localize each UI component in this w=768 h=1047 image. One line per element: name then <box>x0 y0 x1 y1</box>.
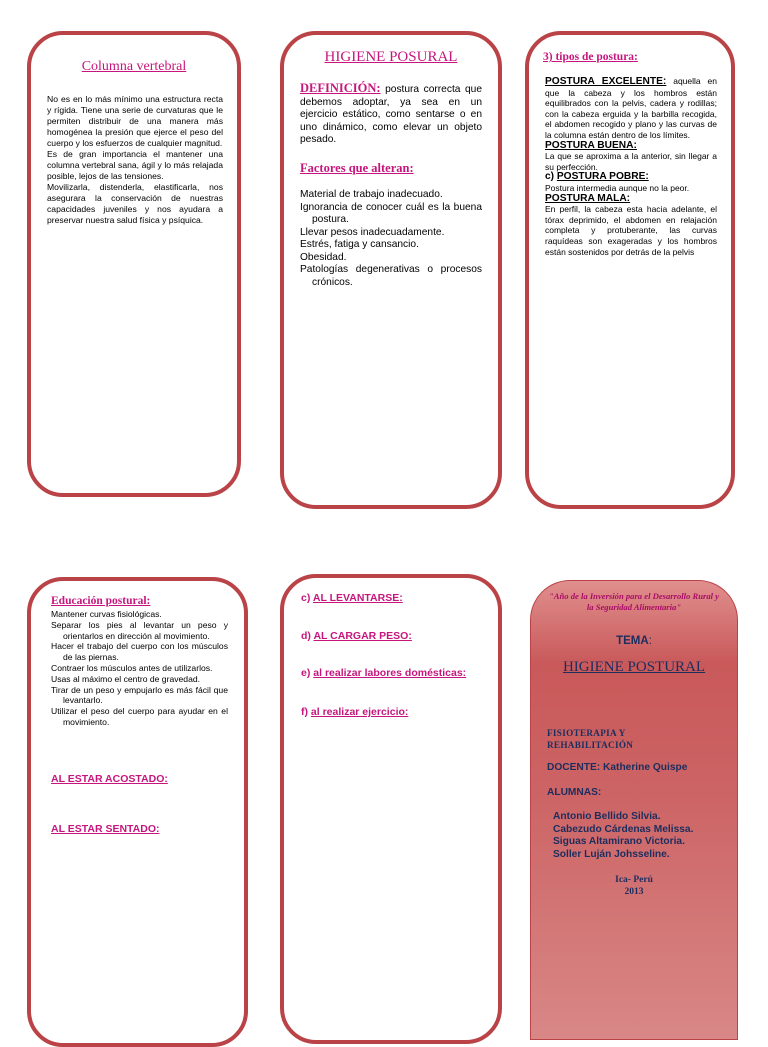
student-name: Soller Luján Johsseline. <box>553 848 670 860</box>
cover-city: Ica- Perú <box>615 875 653 885</box>
student-name: Cabezudo Cárdenas Melissa. <box>553 823 694 835</box>
heading-label: AL LEVANTARSE: <box>312 592 403 604</box>
panel-actividades <box>280 574 502 1044</box>
panel-columna-vertebral <box>27 31 241 497</box>
heading-prefix: c) <box>301 592 313 604</box>
list-item: Patologías degenerativas o procesos crónicos. <box>300 264 482 288</box>
list-item: Usas al máximo el centro de gravedad. <box>51 673 201 684</box>
posture-label: POSTURA EXCELENTE: <box>545 76 667 87</box>
heading-ejercicio <box>301 706 408 718</box>
list-item: Mantener curvas fisiológicas. <box>51 609 162 619</box>
cover-title: HIGIENE POSTURAL <box>562 659 706 675</box>
panel-title: Educación postural: <box>51 595 151 607</box>
tema-label: TEMA <box>616 635 649 647</box>
education-list <box>51 609 228 728</box>
cover-students <box>553 811 693 861</box>
heading-sentado: AL ESTAR SENTADO: <box>51 823 160 835</box>
panel-cover <box>530 580 738 1040</box>
posture-label: POSTURA POBRE: <box>556 171 649 183</box>
cover-location <box>531 875 737 898</box>
heading-label: al realizar ejercicio: <box>310 706 409 718</box>
paragraph: Movilizarla, distenderla, elastificarla, nos asegurara la conservación de nuestras capacidades juveniles y nos ayudara a preservar nuestra salud física y psíquica. <box>47 182 223 225</box>
heading-prefix: d) <box>301 630 314 642</box>
posture-text: Postura intermedia aunque no la peor. <box>545 182 690 193</box>
cover-alumnas-label: ALUMNAS: <box>547 787 602 798</box>
list-item: Contraer los músculos antes de utilizarlos. <box>51 662 213 673</box>
heading-prefix: f) <box>301 706 311 718</box>
panel-tipos-de-postura <box>525 31 735 509</box>
posture-text: aquella en que la cabeza y los hombros están equilibrados con la pelvis, cadera y rodillas; con la cabeza erguida y la barbilla recogida, el abdomen recogido y plano y las curvas de la columna están dentro de los límites. <box>545 76 717 140</box>
definition-block <box>300 82 482 147</box>
list-item: Hacer el trabajo del cuerpo con los músculos de las piernas. <box>51 641 228 663</box>
heading-labores-domesticas <box>301 667 466 679</box>
heading-cargar-peso <box>301 630 412 642</box>
cover-program <box>547 727 633 751</box>
posture-text: La que se aproxima a la anterior, sin llegar a su perfección. <box>545 151 717 172</box>
posture-prefix: c) <box>545 171 557 183</box>
panel-title: Columna vertebral <box>81 59 187 74</box>
posture-label: POSTURA MALA: <box>545 192 631 204</box>
list-item: Material de trabajo inadecuado. <box>300 189 443 200</box>
list-item: Estrés, fatiga y cansancio. <box>300 239 419 250</box>
cover-tema <box>531 635 737 647</box>
paragraph: Es de gran importancia el mantener una columna vertebral sana, ágil y lo más relajada posible, lejos de las tensiones. <box>47 149 223 181</box>
list-item: Utilizar el peso del cuerpo para ayudar en el movimiento. <box>51 706 228 727</box>
heading-acostado: AL ESTAR ACOSTADO: <box>51 773 168 785</box>
heading-label: AL CARGAR PESO: <box>313 630 412 642</box>
student-name: Antonio Bellido Silvia. <box>553 811 661 822</box>
list-item: Llevar pesos inadecuadamente. <box>300 226 445 238</box>
posture-excelente <box>545 76 717 141</box>
panel-educacion-postural <box>27 577 248 1047</box>
panel-title: HIGIENE POSURAL <box>324 49 458 65</box>
panel-title: 3) tipos de postura: <box>543 51 638 63</box>
factors-list <box>300 189 482 289</box>
heading-levantarse <box>301 592 403 604</box>
posture-pobre-heading <box>545 172 717 183</box>
list-item: Tirar de un peso y empujarlo es más fácil que levantarlo. <box>51 684 228 706</box>
definition-text: postura correcta que debemos adoptar, ya sea en un ejercicio estático, como sentarse o en uno dinámico, como elevar un objeto pesado. <box>300 84 482 145</box>
factors-title: Factores que alteran: <box>300 161 414 175</box>
program-line: FISIOTERAPIA Y <box>547 728 626 738</box>
tema-colon: : <box>648 635 652 647</box>
panel-higiene-posural <box>280 31 502 509</box>
posture-text: En perfil, la cabeza esta hacia adelante, el tórax deprimido, el abdomen en relajación completa y protuberante, las curvas raquídeas son exageradas y los hombros están sostenidos por detrás de la pelvis <box>545 204 717 257</box>
list-item: Separar los pies al levantar un peso y orientarlos en dirección al movimiento. <box>51 619 228 641</box>
panel-body <box>47 94 223 226</box>
paragraph: No es en lo más mínimo una estructura recta y rígida. Tiene una serie de curvaturas que le permiten distribuir de una manera más homogénea la presión que ejerce el peso del cuerpo y los esfuerzos de cualquier magnitud. <box>47 94 223 148</box>
definition-label: DEFINICIÓN: <box>300 81 381 95</box>
panel-body <box>545 76 717 257</box>
cover-year: 2013 <box>624 886 644 897</box>
posture-label: POSTURA BUENA: <box>545 139 637 151</box>
list-item: Obesidad. <box>300 251 347 263</box>
list-item: Ignorancia de conocer cuál es la buena postura. <box>300 201 482 225</box>
heading-prefix: e) <box>301 667 314 679</box>
program-line: REHABILITACIÓN <box>547 740 634 750</box>
student-name: Siguas Altamirano Victoria. <box>553 836 685 847</box>
heading-label: al realizar labores domésticas: <box>313 667 467 679</box>
cover-motto: "Año de la Inversión para el Desarrollo Rural y la Seguridad Alimentaria" <box>549 591 719 612</box>
cover-docente: DOCENTE: Katherine Quispe <box>547 762 688 773</box>
